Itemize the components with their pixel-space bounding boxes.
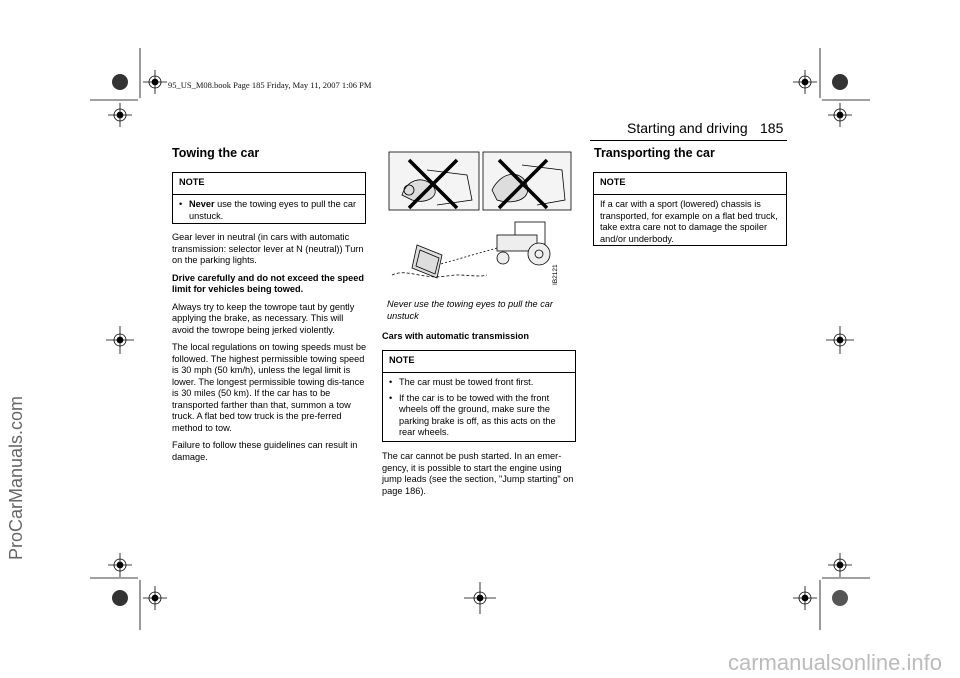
page-number: 185 bbox=[760, 120, 784, 136]
header-rule bbox=[590, 140, 787, 141]
list-item: • The car must be towed front first. bbox=[389, 377, 569, 389]
towing-illustration bbox=[387, 150, 575, 295]
heading-transporting: Transporting the car bbox=[594, 146, 715, 160]
paragraph: The local regulations on towing speeds must be followed. The highest permissible towing speed is 30 mph (50 km/h), unless the legal limit is lower. The longest permissible towing dis-tance is 30 miles (50 km). If the car has to be transported farther than that, summon a tow truck. A flat bed tow truck is the pre-ferred method to tow. bbox=[172, 342, 367, 433]
note-box-towing bbox=[172, 172, 366, 224]
note-label: NOTE bbox=[594, 173, 786, 195]
paragraph: Always try to keep the towrope taut by gently applying the brake, as necessary. This will avoid the towrope being jerked violently. bbox=[172, 301, 355, 335]
subheading-automatic: Cars with automatic transmission bbox=[382, 331, 530, 341]
automatic-body bbox=[382, 451, 578, 503]
note-body: If a car with a sport (lowered) chassis is transported, for example on a flat bed truck, take extra care not to damage the spoiler and/or underbody. bbox=[600, 199, 778, 244]
side-watermark: ProCarManuals.com bbox=[6, 395, 26, 560]
note-body bbox=[383, 373, 575, 447]
paragraph-bold: Drive carefully and do not exceed the speed limit for vehicles being towed. bbox=[172, 272, 364, 294]
note-bold-word: Never bbox=[189, 199, 215, 209]
figure-caption: Never use the towing eyes to pull the car unstuck bbox=[387, 299, 553, 321]
file-header: 95_US_M08.book Page 185 Friday, May 11, 2007 1:06 PM bbox=[168, 80, 372, 90]
note-body bbox=[173, 195, 365, 230]
paragraph: The car cannot be push started. In an emer-gency, it is possible to start the engine using jump leads (see the section, "Jump starting" on page 186). bbox=[382, 451, 574, 496]
note-box-automatic bbox=[382, 350, 576, 442]
figure-code: IB2121 bbox=[552, 264, 559, 285]
list-item: • If the car is to be towed with the front wheels off the ground, make sure the parking brake is off, as this acts on the rear wheels. bbox=[389, 393, 569, 439]
note-box-transporting bbox=[593, 172, 787, 246]
heading-towing: Towing the car bbox=[172, 146, 260, 160]
section-title: Starting and driving bbox=[627, 120, 748, 136]
note-text: use the towing eyes to pull the car unstuck. bbox=[189, 199, 357, 221]
paragraph: Gear lever in neutral (in cars with automatic transmission: selector lever at N (neutral)) Turn on the parking lights. bbox=[172, 232, 364, 265]
note-label: NOTE bbox=[383, 351, 575, 373]
towing-body bbox=[172, 232, 367, 469]
footer-watermark: carmanualsonline.info bbox=[727, 650, 942, 675]
paragraph: Failure to follow these guidelines can result in damage. bbox=[172, 440, 358, 462]
note-label: NOTE bbox=[173, 173, 365, 195]
